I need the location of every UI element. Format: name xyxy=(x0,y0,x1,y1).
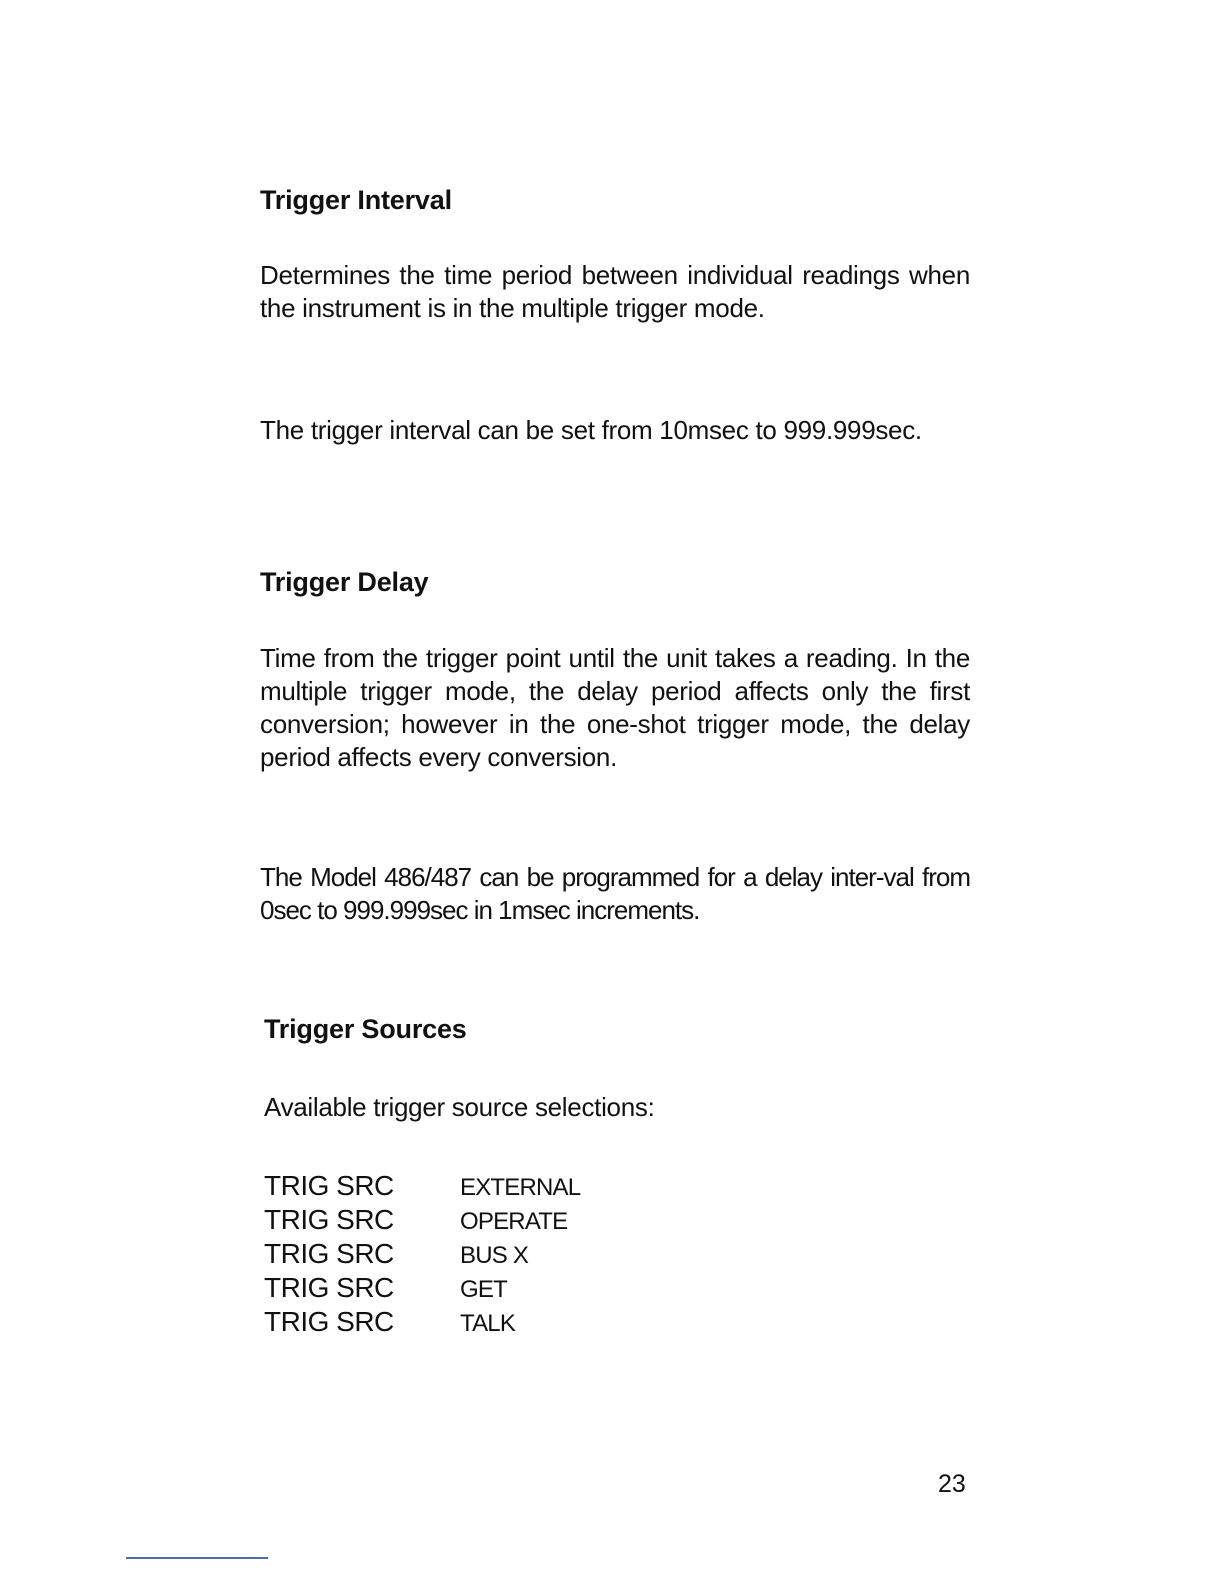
trig-src-label: TRIG SRC xyxy=(264,1204,394,1235)
trig-src-value: TALK xyxy=(460,1310,516,1337)
list-item xyxy=(264,1204,580,1238)
heading-trigger-interval: Trigger Interval xyxy=(260,185,452,215)
trig-src-label: TRIG SRC xyxy=(264,1306,394,1337)
list-item xyxy=(264,1272,580,1306)
trig-src-label: TRIG SRC xyxy=(264,1272,394,1303)
trig-src-value: OPERATE xyxy=(460,1208,568,1235)
trig-src-label: TRIG SRC xyxy=(264,1238,394,1269)
trigger-interval-description: Determines the time period between individual readings when the instrument is in the multiple trigger mode. xyxy=(260,260,970,323)
trig-src-value: EXTERNAL xyxy=(460,1174,581,1201)
footer-divider xyxy=(126,1557,268,1559)
trig-src-value: BUS X xyxy=(460,1242,529,1269)
list-item xyxy=(264,1238,580,1272)
list-item xyxy=(264,1170,580,1204)
trig-src-value: GET xyxy=(460,1276,507,1303)
page-number: 23 xyxy=(938,1470,966,1498)
trig-src-label: TRIG SRC xyxy=(264,1170,394,1201)
list-item xyxy=(264,1306,580,1340)
trigger-delay-description: Time from the trigger point until the unit takes a reading. In the multiple trigger mode, the delay period affects only the first conversion; however in the one-shot trigger mode, the delay period affects every conversion. xyxy=(260,643,970,772)
trigger-source-list xyxy=(264,1170,580,1340)
heading-trigger-sources: Trigger Sources xyxy=(264,1014,467,1044)
trigger-interval-range: The trigger interval can be set from 10msec to 999.999sec. xyxy=(260,415,922,445)
trigger-sources-intro: Available trigger source selections: xyxy=(264,1092,655,1122)
trigger-delay-range: The Model 486/487 can be programmed for a delay inter-val from 0sec to 999.999sec in 1msec increments. xyxy=(260,862,970,925)
heading-trigger-delay: Trigger Delay xyxy=(260,567,429,597)
